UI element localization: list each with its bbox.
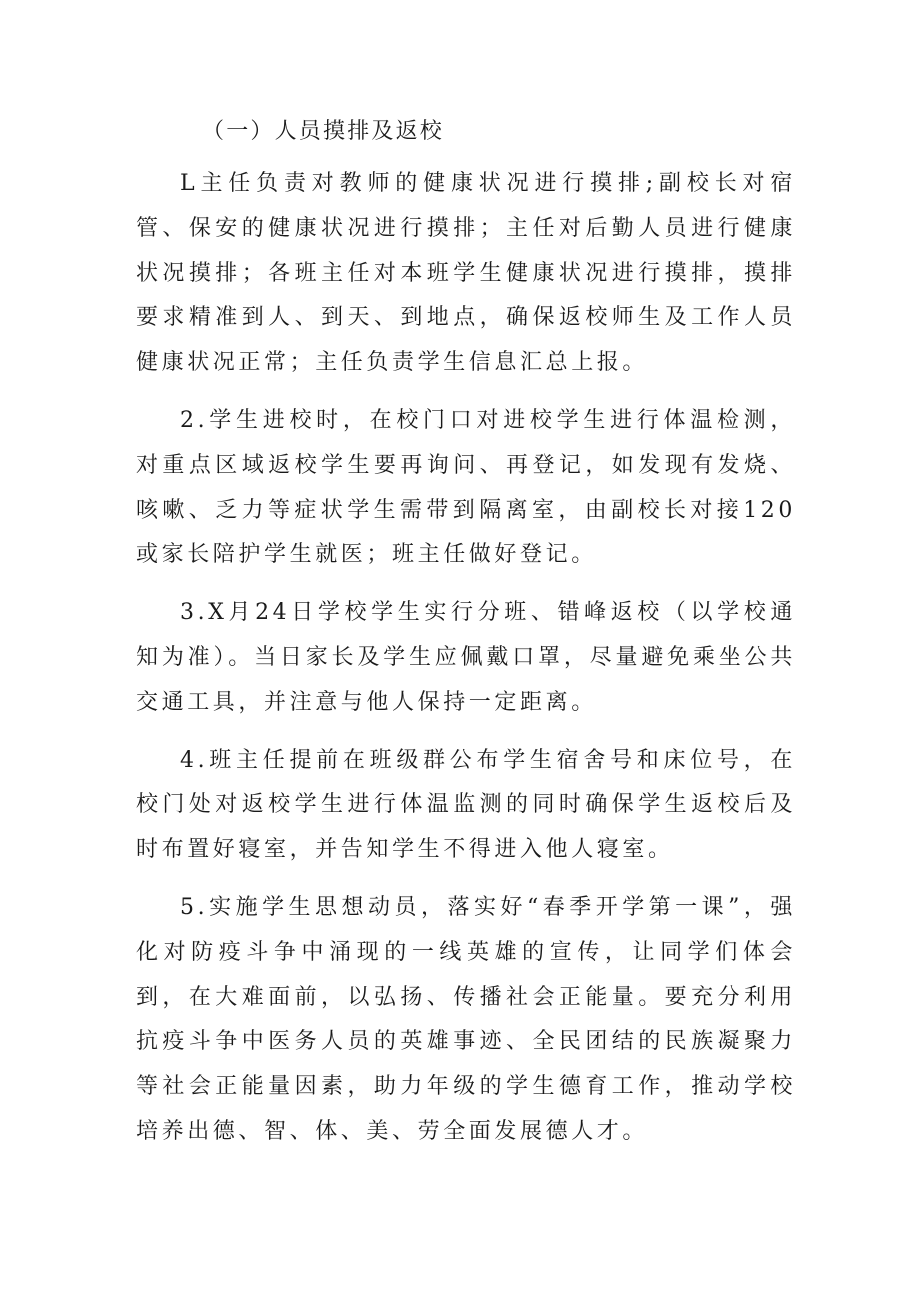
paragraph-5: 5.实施学生思想动员，落实好“春季开学第一课”，强化对防疫斗争中涌现的一线英雄的宣传，让同学们体会到，在大难面前，以弘扬、传播社会正能量。要充分利用抗疫斗争中医务人员的英雄事迹、全民团结的民族凝聚力等社会正能量因素，助力年级的学生德育工作，推动学校培养出德、智、体、美、劳全面发展德人才。 [136,894,796,1144]
paragraph-3: 3.X月24日学校学生实行分班、错峰返校（以学校通知为准）。当日家长及学生应佩戴口罩，尽量避免乘坐公共交通工具，并注意与他人保持一定距离。 [136,600,796,715]
document-body [136,110,796,1168]
paragraph-1: L主任负责对教师的健康状况进行摸排;副校长对宿管、保安的健康状况进行摸排；主任对后勤人员进行健康状况摸排；各班主任对本班学生健康状况进行摸排，摸排要求精准到人、到天、到地点，确保返校师生及工作人员健康状况正常；主任负责学生信息汇总上报。 [136,171,796,376]
section-heading: （一）人员摸排及返校 [202,119,445,144]
paragraph-4: 4.班主任提前在班级群公布学生宿舍号和床位号，在校门处对返校学生进行体温监测的同时确保学生返校后及时布置好寝室，并告知学生不得进入他人寝室。 [136,747,796,863]
paragraph-2: 2.学生进校时，在校门口对进校学生进行体温检测，对重点区域返校学生要再询问、再登记，如发现有发烧、咳嗽、乏力等症状学生需带到隔离室，由副校长对接120或家长陪护学生就医；班主任做好登记。 [136,407,796,568]
